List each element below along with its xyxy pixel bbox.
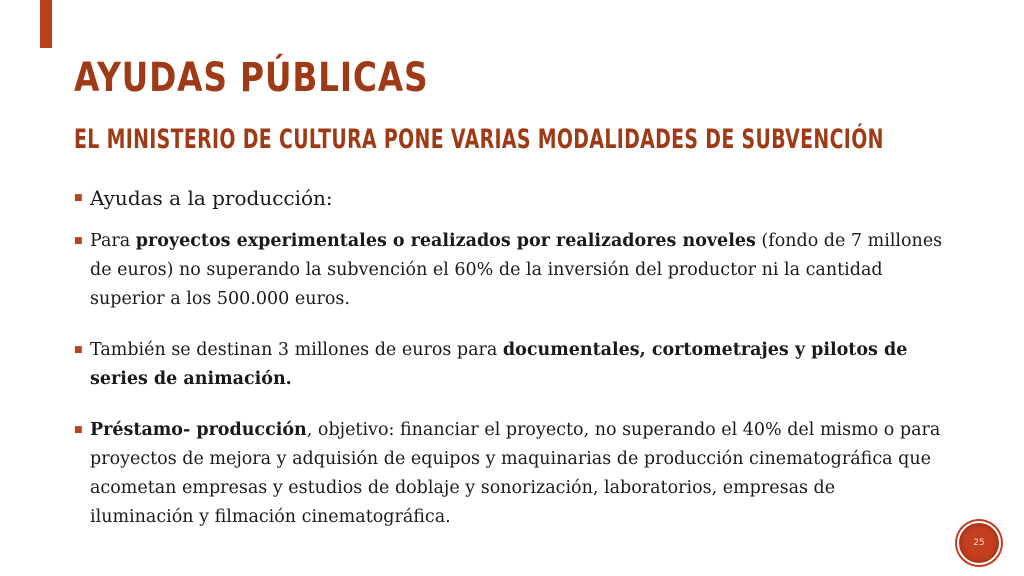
bullet-text-post: , objetivo: financiar el proyecto, no superando el 40% del mismo o para proyectos de mejora y adquisión de equipos y maquinarias de producción cinematográfica que acometan empresas y estudios de doblaje y sonorización, laboratorios, empresas de iluminación y filmación cinematográfica.: [90, 420, 941, 527]
bullet-text: [90, 336, 944, 394]
bullet-text-bold: proyectos experimentales o realizados por realizadores noveles: [135, 231, 756, 251]
square-bullet-icon: ■: [74, 236, 83, 246]
bullet-text-post: (fondo de 7 millones de euros) no superando la subvención el 60% de la inversión del productor ni la cantidad superior a los 500.000 euros.: [90, 231, 943, 309]
square-bullet-icon: ■: [74, 345, 83, 355]
bullet-text: [90, 416, 944, 532]
bullet-text-pre: También se destinan 3 millones de euros para: [90, 340, 503, 360]
list-item: [74, 336, 944, 394]
slide-title: AYUDAS PÚBLICAS: [74, 55, 429, 101]
bullet-text: [90, 227, 944, 314]
slide-number-badge: 25: [957, 521, 1001, 565]
bullet-text-pre: Para: [90, 231, 136, 251]
slide-subtitle: EL MINISTERIO DE CULTURA PONE VARIAS MODALIDADES DE SUBVENCIÓN: [74, 124, 884, 155]
bullet-list: [74, 184, 944, 532]
list-item: [74, 416, 944, 532]
square-bullet-icon: ■: [74, 193, 83, 203]
list-item: [74, 184, 944, 213]
bullet-text-bold: documentales, cortometrajes y pilotos de series de animación.: [90, 340, 908, 389]
list-item: [74, 227, 944, 314]
bullet-text: Ayudas a la producción:: [90, 186, 333, 210]
square-bullet-icon: ■: [74, 425, 83, 435]
accent-bar: [40, 0, 52, 48]
bullet-text-bold: Préstamo- producción: [90, 420, 307, 440]
